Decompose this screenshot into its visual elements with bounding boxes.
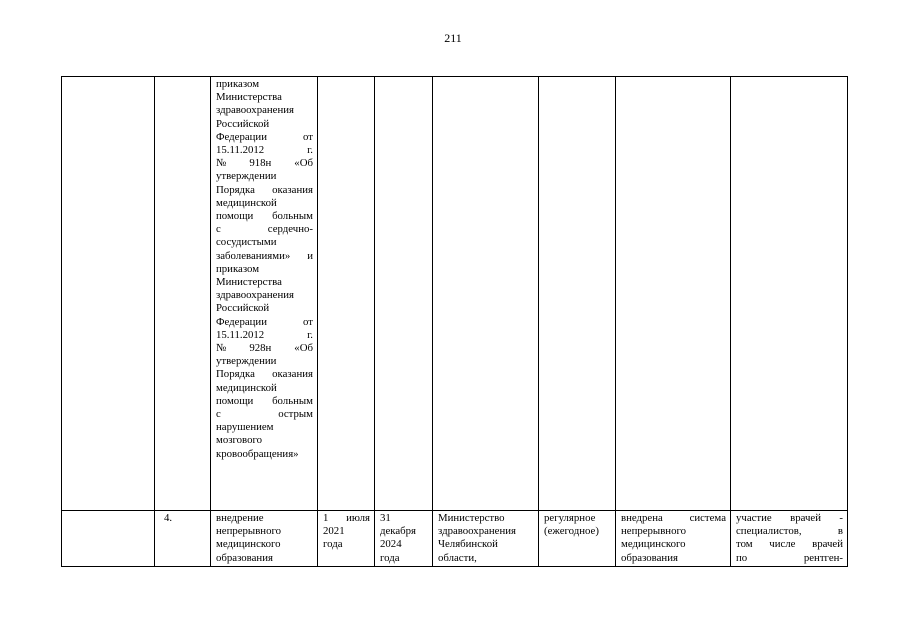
- text-line: Министерства: [216, 276, 282, 289]
- text-line: нарушением: [216, 421, 274, 434]
- text-line: непрерывного: [216, 525, 282, 538]
- text-line: Федерации от: [216, 130, 313, 143]
- text-line: медицинской: [216, 196, 277, 209]
- end-date-cell: [375, 511, 433, 567]
- text-line: по рентген-: [736, 551, 843, 564]
- text-line: (ежегодное): [544, 525, 599, 538]
- text-line: кровообращения»: [216, 447, 299, 460]
- text-line: специалистов, в: [736, 525, 843, 538]
- text-line: заболеваниями» и: [216, 249, 313, 262]
- blank-cell: [62, 77, 155, 511]
- text-line: Порядка оказания: [216, 368, 313, 381]
- number-cell: 4.: [155, 511, 211, 567]
- text-line: области,: [438, 551, 477, 564]
- text-line: Российской: [216, 302, 270, 315]
- measures-table: [61, 76, 848, 567]
- text-line: Министерство: [438, 512, 505, 524]
- text-line: сосудистыми: [216, 236, 277, 249]
- text-line: участие врачей -: [736, 512, 843, 524]
- text-line: 2021: [323, 525, 345, 538]
- text-line: года: [323, 538, 343, 551]
- result-cell: [616, 77, 731, 511]
- text-line: непрерывного: [621, 525, 687, 538]
- text-line: с сердечно-: [216, 223, 313, 236]
- text-line: внедрение: [216, 512, 264, 524]
- frequency-cell: [539, 77, 616, 511]
- text-line: медицинского: [216, 538, 281, 551]
- start-date-cell: [318, 77, 375, 511]
- text-line: образования: [621, 551, 678, 564]
- text-line: здравоохранения: [216, 289, 294, 302]
- text-line: утверждении: [216, 170, 277, 183]
- text-line: декабря: [380, 525, 417, 538]
- text-line: здравоохранения: [438, 525, 516, 538]
- page-number: 211: [444, 31, 462, 45]
- text-line: Челябинской: [438, 538, 498, 551]
- number-cell: [155, 77, 211, 511]
- responsible-cell: [433, 77, 539, 511]
- text-line: приказом: [216, 262, 260, 275]
- text-line: образования: [216, 551, 273, 564]
- text-line: мозгового: [216, 434, 263, 447]
- text-line: с острым: [216, 408, 313, 421]
- text-line: помощи больным: [216, 394, 313, 407]
- text-line: 15.11.2012 г.: [216, 144, 313, 157]
- measure-name-cell: [211, 511, 318, 567]
- text-line: регулярное: [544, 512, 596, 524]
- description-cell: [731, 77, 848, 511]
- text-line: Министерства: [216, 91, 282, 104]
- text-line: 1 июля: [323, 512, 370, 524]
- text-line: утверждении: [216, 355, 277, 368]
- text-line: том числе врачей: [736, 538, 843, 551]
- responsible-cell: [433, 511, 539, 567]
- text-line: № 918н «Об: [216, 157, 313, 170]
- description-cell: [731, 511, 848, 567]
- blank-cell: [62, 511, 155, 567]
- text-line: Российской: [216, 117, 270, 130]
- legal-basis-cell: [211, 77, 318, 511]
- text-line: 15.11.2012 г.: [216, 328, 313, 341]
- text-line: внедрена система: [621, 512, 726, 524]
- table-row-4: [62, 511, 848, 567]
- text-line: Порядка оказания: [216, 183, 313, 196]
- text-line: приказом: [216, 78, 260, 90]
- text-line: 2024: [380, 538, 402, 551]
- text-line: № 928н «Об: [216, 342, 313, 355]
- text-line: года: [380, 551, 400, 564]
- table-row-continuation: [62, 77, 848, 511]
- result-cell: [616, 511, 731, 567]
- end-date-cell: [375, 77, 433, 511]
- start-date-cell: [318, 511, 375, 567]
- text-line: медицинского: [621, 538, 686, 551]
- text-line: 31: [380, 512, 391, 524]
- text-line: помощи больным: [216, 210, 313, 223]
- frequency-cell: [539, 511, 616, 567]
- text-line: здравоохранения: [216, 104, 294, 117]
- text-line: Федерации от: [216, 315, 313, 328]
- text-line: медицинской: [216, 381, 277, 394]
